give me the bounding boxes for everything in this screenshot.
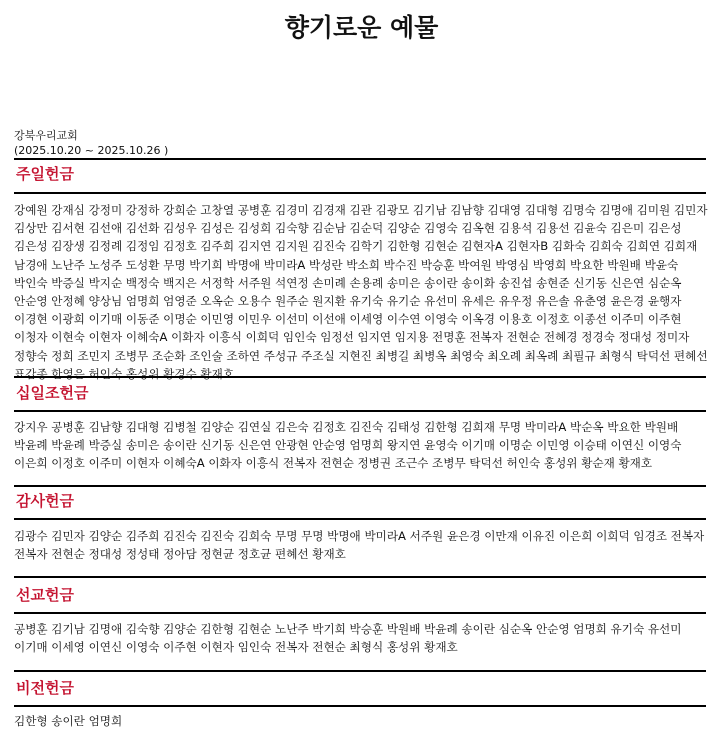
divider: [14, 576, 706, 578]
section-title-mission: 선교헌금: [16, 586, 74, 604]
section-title-vision: 비전헌금: [16, 679, 74, 697]
vision-offering-names: 김한형 송이란 엄명희: [14, 714, 123, 728]
divider: [14, 705, 706, 707]
divider: [14, 158, 706, 160]
divider: [14, 518, 706, 520]
section-title-tithe: 십일조헌금: [16, 384, 89, 402]
sunday-offering-names: 강예원 강재심 강정미 강정하 강희순 고창열 공병훈 김경미 김경재 김관 김광모 김기남 김남향 김대영 김대형 김명숙 김명애 김미원 김민자 김상만 김서현 김선애 김선화 김성우 김성은 김성희 김숙향 김순남 김순덕 김양순 김영숙 김옥현 김용석 김용선 김윤숙 김은미 김은성 김은성 김장생 김정례 김정임 김정호 김주희 김지연 김지원 김진숙 김학기 김한형 김현순 김현자A 김현자B 김화숙 김희숙 김희연 김희재 남경애 노난주 노성주 도성환 무명 박기희 박명애 박미라A 박성란 박소희 박수진 박승훈 박여원 박영심 박영희 박요한 박원배 박윤숙 박인숙 박증실 박지순 백정숙 백지은 서정학 서주원 석연정 손미례 손용례 송미은 송이란 송이화 송진섭 송현준 신기동 신은연 심순옥 안순영 안정혜 양상님 엄명희 엄영준 오옥순 오용수 원주순 원지환 유기숙 유기순 유선미 유세은 유우정 유은솔 유춘영 윤은경 윤행자 이경현 이광희 이기매 이동준 이명순 이민영 이민우 이선미 이선애 이세영 이수연 이영숙 이옥경 이용호 이정호 이종선 이주미 이주현 이청자 이현숙 이현자 이혜숙A 이화자 이흥식 이희덕 임인숙 임정선 임지연 임지용 전명훈 전복자 전현순 전혜경 정경숙 정대성 정미자 정향숙 정희 조민지 조병무 조순화 조인술 조하연 주성규 주조실 지현진 최병길 최병옥 최영숙 최오례 최옥례 최필규 최형식 탁덕선 편혜선 표갑종 한영은 허인숙 홍성위 황경수 황재호: [14, 203, 708, 381]
page-title: 향기로운 예물: [284, 13, 439, 42]
mission-offering-names: 공병훈 김기남 김명애 김숙향 김양순 김한형 김현순 노난주 박기희 박승훈 박원배 박윤례 송이란 심순옥 안순영 엄명희 유기숙 유선미 이기매 이세영 이연신 이영숙 이주현 이현자 임인숙 전복자 전현순 최형식 홍성위 황재호: [14, 622, 682, 655]
divider: [14, 410, 706, 412]
tithe-offering-names: 강지우 공병훈 김남향 김대형 김병철 김양순 김연실 김은숙 김정호 김진숙 김태성 김한형 김희재 무명 박미라A 박순옥 박요한 박원배 박윤례 박윤례 박증실 송미은 송이란 신기동 신은연 안광현 안순영 엄명희 왕지연 윤영숙 이기매 이명순 이민영 이승태 이연신 이영숙 이은희 이정호 이주미 이현자 이혜숙A 이화자 이흥식 전복자 전현순 정병권 조근수 조병무 탁덕선 허인숙 홍성위 황순재 황재호: [14, 420, 682, 471]
divider: [14, 192, 706, 194]
divider: [14, 670, 706, 672]
section-title-thanksgiving: 감사헌금: [16, 492, 74, 510]
divider: [14, 376, 706, 378]
date-range: (2025.10.20 ~ 2025.10.26 ): [14, 144, 169, 157]
divider: [14, 612, 706, 614]
church-name: 강북우리교회: [14, 129, 78, 142]
section-title-sunday: 주일헌금: [16, 165, 74, 183]
divider: [14, 485, 706, 487]
thanksgiving-offering-names: 김광수 김민자 김양순 김주희 김진숙 김진숙 김희숙 무명 무명 박명애 박미라A 서주원 윤은경 이만재 이유진 이은희 이희덕 임경조 전복자 전복자 전현순 정대성 정성태 정아담 정현균 정호균 편혜선 황재호: [14, 529, 705, 562]
